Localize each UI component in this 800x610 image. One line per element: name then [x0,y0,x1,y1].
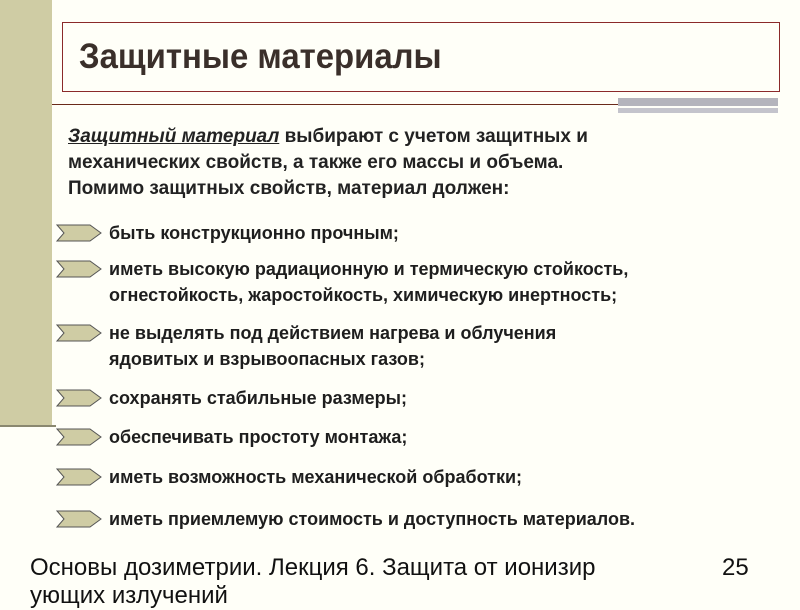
intro-line-1-rest: выбирают с учетом защитных и [279,126,588,147]
list-item-text [109,385,774,411]
intro-line-2: механических свойств, а также его массы и объема. [68,152,564,173]
intro-line-1 [68,124,768,150]
list-item-line: быть конструкционно прочным; [109,223,399,243]
list-item-line: иметь высокую радиационную и термическую стойкость, [109,259,629,279]
list-item-line: ядовитых и взрывоопасных газов; [109,349,425,369]
sidebar-divider [0,425,56,427]
list-item-line: иметь возможность механической обработки; [109,467,523,487]
arrow-right-icon [56,510,102,528]
list-item-line: обеспечивать простоту монтажа; [109,427,408,447]
arrow-right-icon [56,260,102,278]
title-accent-bar-lower [618,108,778,113]
title-underline [52,104,618,105]
intro-line-3: Помимо защитных свойств, материал должен: [68,178,510,199]
list-item-text [109,220,774,246]
arrow-right-icon [56,389,102,407]
list-item-text [109,424,774,450]
slide-title: Защитные материалы [79,37,442,76]
page-number: 25 [722,554,749,581]
list-item-line: огнестойкость, жаростойкость, химическую инертность; [109,285,618,305]
arrow-right-icon [56,468,102,486]
arrow-right-icon [56,324,102,342]
list-item-text [109,256,774,308]
arrow-right-icon [56,224,102,242]
title-box [62,22,780,92]
footer-line-1: Основы дозиметрии. Лекция 6. Защита от ионизир [30,554,596,581]
intro-paragraph [68,124,768,202]
arrow-right-icon [56,428,102,446]
footer-text [30,554,595,610]
footer-line-2: ующих излучений [30,582,228,609]
decorative-sidebar [0,0,52,427]
title-accent-bar [618,98,778,106]
list-item-text [109,320,774,372]
list-item-line: сохранять стабильные размеры; [109,388,408,408]
list-item-text [109,464,774,490]
list-item-text [109,506,774,532]
list-item-line: иметь приемлемую стоимость и доступность материалов. [109,509,636,529]
list-item-line: не выделять под действием нагрева и облучения [109,323,557,343]
intro-term: Защитный материал [68,126,280,147]
